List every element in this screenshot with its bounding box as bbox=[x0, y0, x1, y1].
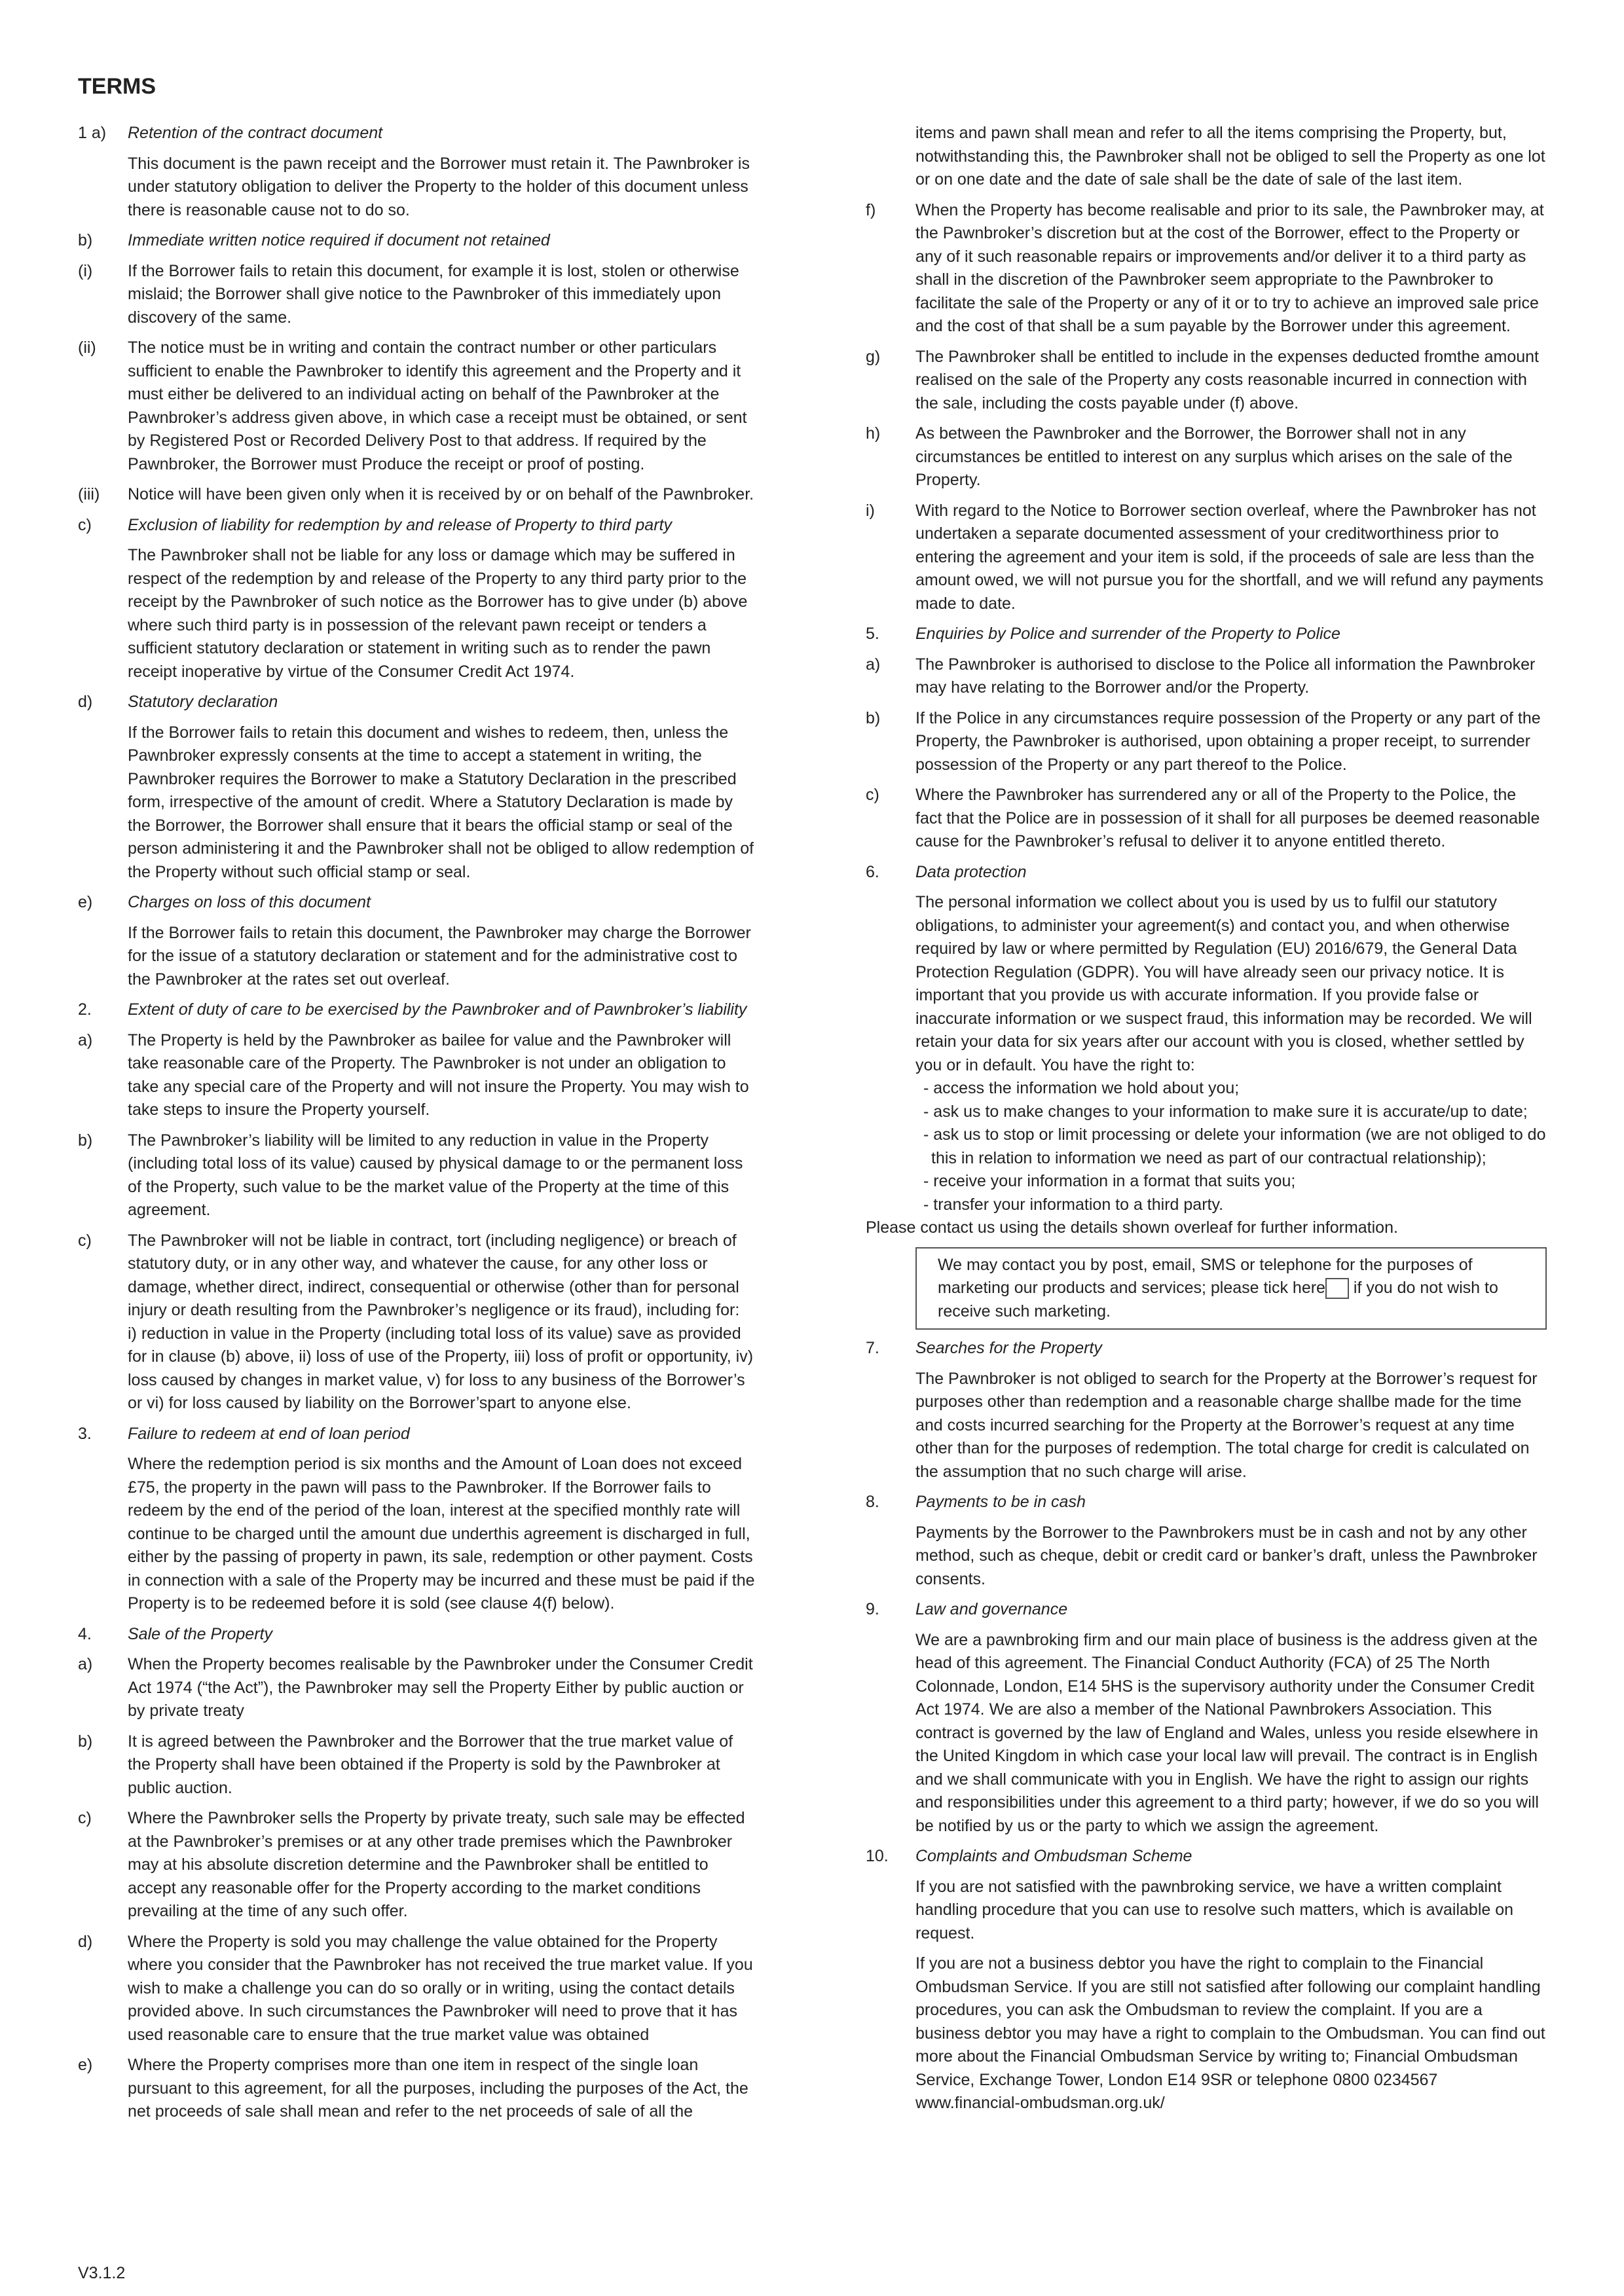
clause-heading: Immediate written notice required if document not retained bbox=[128, 231, 550, 249]
marketing-opt-out-checkbox[interactable] bbox=[1325, 1278, 1349, 1299]
clause-text: Notice will have been given only when it is received by or on behalf of the Pawnbroker. bbox=[128, 485, 754, 503]
clause-1d-text: If the Borrower fails to retain this document and wishes to redeem, then, unless the Pawnbroker expressly consents at the time to accept a statement in writing, the Pawnbroker requires the Borrower to make a Statutory Declaration in the prescribed form, irrespective of the amount of credit. Where a Statutory Declaration is made by the Borrower, the Borrower shall ensure that it bears the official stamp or seal of the person administering it and the Pawnbroker shall not be obliged to allow redemption of the Property without such official stamp or seal. bbox=[128, 723, 754, 881]
clause-text: Where the Pawnbroker has surrendered any or all of the Property to the Police, the fact that the Police are in possession of it shall for all purposes be deemed reasonable cause for the Pawnbroker’s refusal to deliver it to anyone entitled thereto. bbox=[915, 786, 1540, 850]
clause-text: As between the Pawnbroker and the Borrower, the Borrower shall not in any circumstances be entitled to interest on any surplus which arises on the sale of the Property. bbox=[915, 424, 1513, 489]
clause-4f bbox=[866, 199, 1547, 338]
clause-1a-heading bbox=[78, 122, 759, 145]
clause-heading: Failure to redeem at end of loan period bbox=[128, 1424, 410, 1443]
clause-label: 8. bbox=[866, 1493, 879, 1511]
clause-1a-text: This document is the pawn receipt and the Borrower must retain it. The Pawnbroker is under statutory obligation to deliver the Property to the holder of this document unless there is reasonable cause not to do so. bbox=[128, 154, 750, 219]
clause-7-heading bbox=[866, 1337, 1547, 1360]
clause-label: a) bbox=[78, 1655, 93, 1673]
clause-label: 9. bbox=[866, 1600, 879, 1618]
clause-1c-heading bbox=[78, 514, 759, 538]
page-title: TERMS bbox=[78, 74, 156, 99]
clause-3-heading bbox=[78, 1423, 759, 1446]
clause-text: The notice must be in writing and contain the contract number or other particulars sufficient to enable the Pawnbroker to identify this agreement and the Property and it must either be delivered to an individual acting on behalf of the Pawnbroker at the Pawnbroker’s address given above, in which case a receipt must be obtained, or sent by Registered Post or Recorded Delivery Post to that address. If required by the Pawnbroker, the Borrower must Produce the receipt or proof of posting. bbox=[128, 338, 747, 473]
clause-label: (iii) bbox=[78, 485, 100, 503]
right-column bbox=[866, 122, 1547, 2123]
clause-label: i) bbox=[866, 501, 875, 520]
clause-1b-iii bbox=[78, 483, 759, 507]
clause-label: f) bbox=[866, 200, 876, 219]
right-bullet-changes: - ask us to make changes to your information to make sure it is accurate/up to date; bbox=[923, 1102, 1528, 1121]
clause-text: When the Property becomes realisable by the Pawnbroker under the Consumer Credit Act 1974 (“the Act”), the Pawnbroker may sell the Property Either by public auction or by private treaty bbox=[128, 1655, 753, 1720]
clause-label: 3. bbox=[78, 1424, 92, 1443]
clause-text: It is agreed between the Pawnbroker and the Borrower that the true market value of the Property shall have been obtained if the Property is sold by the Pawnbroker at public auction. bbox=[128, 1732, 733, 1797]
clause-4h bbox=[866, 422, 1547, 492]
clause-4b bbox=[78, 1730, 759, 1800]
clause-label: b) bbox=[78, 1131, 93, 1150]
clause-2-heading bbox=[78, 998, 759, 1022]
clause-label: b) bbox=[78, 231, 93, 249]
clause-label: (ii) bbox=[78, 338, 96, 357]
clause-1b-heading bbox=[78, 229, 759, 253]
clause-text: The Pawnbroker’s liability will be limited to any reduction in value in the Property (including total loss of its value) caused by physical damage to or the permanent loss of the Property, such value to be the market value of the Property at the time of this agreement. bbox=[128, 1131, 743, 1219]
clause-label: e) bbox=[78, 2056, 93, 2074]
clause-1e-text: If the Borrower fails to retain this document, the Pawnbroker may charge the Borrower for the issue of a statutory declaration or statement and for the administrative cost to the Pawnbroker at the rates set out overleaf. bbox=[128, 923, 751, 989]
left-column bbox=[78, 122, 759, 2131]
clause-label: c) bbox=[78, 1809, 92, 1827]
clause-9-heading bbox=[866, 1598, 1547, 1622]
clause-3-text: Where the redemption period is six months and the Amount of Loan does not exceed £75, the property in the pawn will pass to the Pawnbroker. If the Borrower fails to redeem by the end of the period of the loan, interest at the specified monthly rate will continue to be charged until the amount due underthis agreement is discharged in full, either by the passing of property in pawn, its sale, redemption or other payment. Costs in connection with a sale of the Property may be incurred and these must be paid if the Property is to be redeemed before it is sold (see clause 4(f) below). bbox=[128, 1455, 755, 1613]
clause-10-heading bbox=[866, 1845, 1547, 1868]
clause-heading: Sale of the Property bbox=[128, 1624, 272, 1643]
clause-heading: Retention of the contract document bbox=[128, 124, 383, 142]
clause-text: i) reduction in value in the Property (including total loss of its value) save as provided for in clause (b) above, ii) loss of use of the Property, iii) loss of profit or opportunity, iv) loss caused by changes in market value, v) for loss to any business of the Borrower’s or vi) for loss caused by liability on the Borrower’spart to anyone else. bbox=[128, 1324, 754, 1412]
clause-heading: Statutory declaration bbox=[128, 693, 278, 711]
clause-heading: Extent of duty of care to be exercised by the Pawnbroker and of Pawnbroker’s liability bbox=[128, 1000, 747, 1019]
clause-label: (i) bbox=[78, 261, 93, 280]
clause-text: With regard to the Notice to Borrower section overleaf, where the Pawnbroker has not undertaken a separate documented assessment of your creditworthiness prior to entering the agreement and your item is sold, if the proceeds of sale are less than the amount owed, we will not pursue you for the shortfall, and we will refund any payments made to date. bbox=[915, 501, 1543, 613]
clause-1d-heading bbox=[78, 691, 759, 714]
clause-4c bbox=[78, 1807, 759, 1923]
clause-text: The Pawnbroker will not be liable in contract, tort (including negligence) or breach of statutory duty, or in any other way, and whatever the cause, for any other loss or damage, whether direct, indirect, consequential or otherwise (other than for personal injury or death resulting from the Pawnbroker’s negligence or its fraud), including for: bbox=[128, 1231, 740, 1319]
clause-6-heading bbox=[866, 861, 1547, 884]
clause-label: h) bbox=[866, 424, 881, 443]
clause-10-text-2: If you are not a business debtor you have the right to complain to the Financial Ombudsman Service. If you are still not satisfied after following our complaint handling procedures, you can ask the Ombudsman to review the complaint. If you are a business debtor you may have a right to complain to the Ombudsman. You can find out more about the Financial Ombudsman Service by writing to; Financial Ombudsman Service, Exchange Tower, London E14 9SR or telephone 0800 0234567 www.financial-ombudsman.org.uk/ bbox=[915, 1954, 1545, 2112]
clause-5-heading bbox=[866, 623, 1547, 646]
clause-label: 5. bbox=[866, 625, 879, 643]
clause-label: b) bbox=[78, 1732, 93, 1751]
clause-label: c) bbox=[866, 786, 879, 804]
clause-9-text: We are a pawnbroking firm and our main place of business is the address given at the head of this agreement. The Financial Conduct Authority (FCA) of 25 The North Colonnade, London, E14 5HS is the supervisory authority under the Consumer Credit Act 1974. We are also a member of the National Pawnbrokers Association. This contract is governed by the law of England and Wales, unless you reside elsewhere in the United Kingdom in which case your local law will prevail. The contract is in English and we shall communicate with you in English. We have the right to assign our rights and responsibilities under this agreement to a third party; however, if we do so you will be notified by us or the party to which we assign the agreement. bbox=[915, 1630, 1539, 1835]
clause-8-text: Payments by the Borrower to the Pawnbrokers must be in cash and not by any other method, such as cheque, debit or credit card or banker’s draft, unless the Pawnbroker consents. bbox=[915, 1523, 1538, 1588]
clause-heading: Complaints and Ombudsman Scheme bbox=[915, 1847, 1192, 1865]
clause-label: c) bbox=[78, 515, 92, 534]
contact-note: Please contact us using the details shown overleaf for further information. bbox=[866, 1218, 1398, 1237]
clause-text: If the Borrower fails to retain this document, for example it is lost, stolen or otherwise mislaid; the Borrower shall give notice to the Pawnbroker of this immediately upon discovery of the same. bbox=[128, 261, 739, 327]
version-label: V3.1.2 bbox=[78, 2264, 126, 2282]
clause-label: b) bbox=[866, 708, 881, 727]
clause-heading: Enquiries by Police and surrender of the Property to Police bbox=[915, 625, 1340, 643]
clause-heading: Searches for the Property bbox=[915, 1339, 1102, 1357]
clause-4e-continued: items and pawn shall mean and refer to all the items comprising the Property, but, notwithstanding this, the Pawnbroker shall not be obliged to sell the Property as one lot or on one date and the date of sale shall be the date of sale of the last item. bbox=[915, 124, 1545, 189]
clause-label: g) bbox=[866, 347, 881, 366]
clause-1b-ii bbox=[78, 337, 759, 476]
clause-2a bbox=[78, 1029, 759, 1122]
clause-text: If the Police in any circumstances require possession of the Property or any part of the Property, the Pawnbroker is authorised, upon obtaining a proper receipt, to surrender possession of the Property or any part thereof to the Police. bbox=[915, 708, 1541, 774]
right-bullet-transfer: - transfer your information to a third party. bbox=[923, 1195, 1224, 1214]
clause-2c bbox=[78, 1230, 759, 1415]
clause-label: 2. bbox=[78, 1000, 92, 1019]
clause-4d bbox=[78, 1931, 759, 2047]
clause-heading: Data protection bbox=[915, 862, 1027, 881]
clause-label: 7. bbox=[866, 1339, 879, 1357]
clause-8-heading bbox=[866, 1491, 1547, 1514]
clause-5a bbox=[866, 653, 1547, 700]
clause-text: Where the Property comprises more than one item in respect of the single loan pursuant to this agreement, for all the purposes, including the purposes of the Act, the net proceeds of sale shall mean and refer to the net proceeds of sale of all the bbox=[128, 2056, 748, 2121]
clause-label: d) bbox=[78, 1932, 93, 1951]
clause-4a bbox=[78, 1653, 759, 1723]
clause-4-heading bbox=[78, 1623, 759, 1647]
clause-10-text-1: If you are not satisfied with the pawnbroking service, we have a written complaint handling procedure that you can use to resolve such matters, which is available on request. bbox=[915, 1877, 1514, 1942]
clause-label: a) bbox=[78, 1030, 93, 1049]
clause-label: 1 a) bbox=[78, 124, 107, 142]
clause-7-text: The Pawnbroker is not obliged to search for the Property at the Borrower’s request for purposes other than redemption and a reasonable charge shallbe made for the time and costs incurred searching for the Property at the Borrower’s request at any time other than for the purposes of redemption. The total charge for credit is calculated on the assumption that no such charge will arise. bbox=[915, 1369, 1538, 1481]
clause-text: When the Property has become realisable and prior to its sale, the Pawnbroker may, at the Pawnbroker’s discretion but at the cost of the Borrower, effect to the Property or any of it such reasonable repairs or improvements and/or deliver it to a third party as shall in the discretion of the Pawnbroker seem appropriate to the Pawnbroker to facilitate the sale of the Property or any of it or to try to achieve an improved sale price and the cost of that shall be a sum payable by the Borrower under this agreement. bbox=[915, 200, 1544, 335]
clause-text: The Pawnbroker is authorised to disclose to the Police all information the Pawnbroker may have relating to the Borrower and/or the Property. bbox=[915, 655, 1536, 697]
clause-label: 6. bbox=[866, 862, 879, 881]
clause-4i bbox=[866, 500, 1547, 616]
clause-label: a) bbox=[866, 655, 881, 674]
clause-1b-i bbox=[78, 260, 759, 330]
clause-5b bbox=[866, 707, 1547, 777]
clause-label: d) bbox=[78, 693, 93, 711]
clause-label: 4. bbox=[78, 1624, 92, 1643]
clause-4e bbox=[78, 2054, 759, 2124]
clause-heading: Law and governance bbox=[915, 1600, 1068, 1618]
right-bullet-receive: - receive your information in a format that suits you; bbox=[923, 1172, 1296, 1190]
clause-1e-heading bbox=[78, 891, 759, 915]
clause-text: The Pawnbroker shall be entitled to include in the expenses deducted fromthe amount realised on the sale of the Property any costs reasonable incurred in connection with the sale, including the costs payable under (f) above. bbox=[915, 347, 1539, 412]
marketing-text: if you do not wish to receive such marketing. bbox=[938, 1279, 1498, 1321]
clause-heading: Charges on loss of this document bbox=[128, 893, 371, 911]
clause-5c bbox=[866, 784, 1547, 854]
clause-4g bbox=[866, 346, 1547, 416]
clause-1c-text: The Pawnbroker shall not be liable for any loss or damage which may be suffered in respect of the redemption by and release of the Property to any third party prior to the receipt by the Pawnbroker of such notice as the Borrower has to give under (b) above where such third party is in possession of the relevant pawn receipt or tenders a sufficient statutory declaration or statement in writing such as to render the pawn receipt inoperative by virtue of the Consumer Credit Act 1974. bbox=[128, 546, 748, 681]
marketing-opt-out-box bbox=[915, 1247, 1547, 1330]
clause-text: Where the Pawnbroker sells the Property by private treaty, such sale may be effected at the Pawnbroker’s premises or at any other trade premises which the Pawnbroker may at his absolute discretion determine and the Pawnbroker shall be entitled to accept any reasonable offer for the Property according to the market conditions prevailing at the time of any such offer. bbox=[128, 1809, 745, 1920]
right-bullet-access: - access the information we hold about you; bbox=[923, 1079, 1240, 1097]
clause-2b bbox=[78, 1129, 759, 1222]
clause-6-text: The personal information we collect about you is used by us to fulfil our statutory obligations, to administer your agreement(s) and contact you, and when otherwise required by law or where permitted by Regulation (EU) 2016/679, the General Data Protection Regulation (GDPR). You will have already seen our privacy notice. It is important that you provide us with accurate information. If you provide false or inaccurate information or we suspect fraud, this information may be recorded. We will retain your data for six years after our account with you is closed, whether settled by you or in default. You have the right to: bbox=[915, 893, 1532, 1074]
clause-label: 10. bbox=[866, 1847, 889, 1865]
clause-label: c) bbox=[78, 1231, 92, 1250]
clause-text: The Property is held by the Pawnbroker as bailee for value and the Pawnbroker will take reasonable care of the Property. The Pawnbroker is not under an obligation to take any special care of the Property and will not insure the Property. You may wish to take steps to insure the Property yourself. bbox=[128, 1030, 749, 1119]
right-bullet-stop-processing: - ask us to stop or limit processing or delete your information (we are not obliged to do this in relation to information we need as part of our contractual relationship); bbox=[923, 1125, 1546, 1167]
clause-text: Where the Property is sold you may challenge the value obtained for the Property where you consider that the Pawnbroker has not received the true market value. If you wish to make a challenge you can do so orally or in writing, using the contact details provided above. In such circumstances the Pawnbroker will need to prove that it has used reasonable care to ensure that the true market value was obtained bbox=[128, 1932, 753, 2044]
clause-label: e) bbox=[78, 893, 93, 911]
clause-heading: Exclusion of liability for redemption by and release of Property to third party bbox=[128, 515, 672, 534]
clause-heading: Payments to be in cash bbox=[915, 1493, 1086, 1511]
marketing-text: We may contact you by post, email, SMS or telephone for the purposes of marketing our products and services; please tick here bbox=[938, 1255, 1473, 1297]
